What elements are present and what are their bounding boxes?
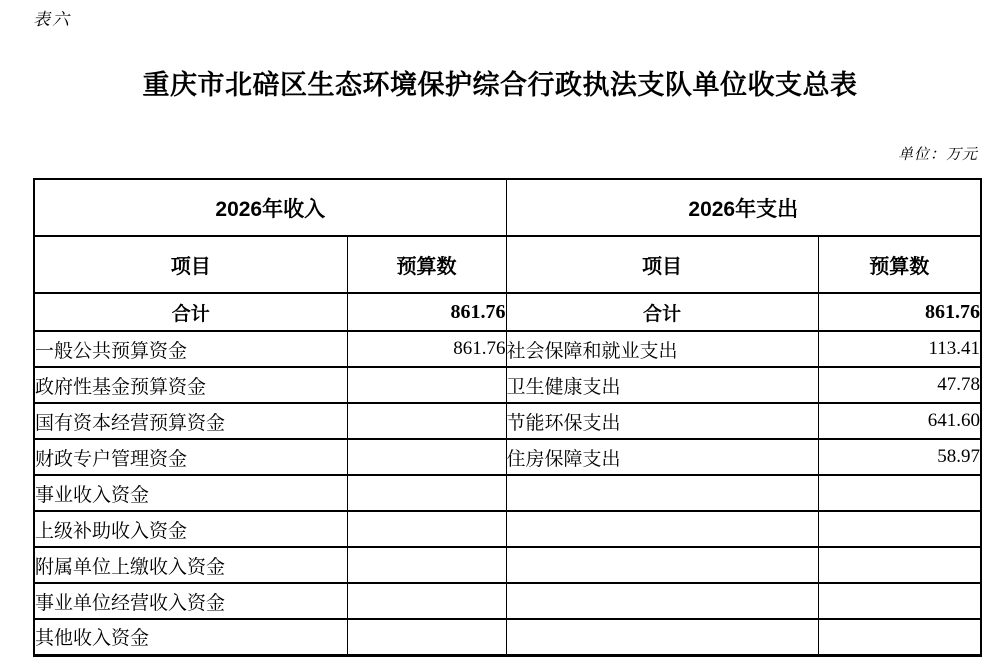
- revenue-expenditure-table: [33, 178, 982, 657]
- income-value-cell: [347, 583, 506, 619]
- expense-budget-column-header: 预算数: [818, 236, 981, 293]
- expense-value-cell: [818, 583, 981, 619]
- income-item-cell: 事业收入资金: [34, 475, 347, 511]
- expense-item-cell: 社会保障和就业支出: [506, 331, 818, 367]
- expense-item-cell: 卫生健康支出: [506, 367, 818, 403]
- table-row: [34, 331, 981, 367]
- expense-total-value: 861.76: [818, 293, 981, 331]
- table-number-label: 表六: [33, 10, 71, 30]
- total-row: [34, 293, 981, 331]
- expense-item-cell: [506, 583, 818, 619]
- expense-value-cell: [818, 619, 981, 655]
- unit-label: 单位：万元: [897, 145, 978, 163]
- table-row: [34, 583, 981, 619]
- table-row: [34, 511, 981, 547]
- income-item-cell: 政府性基金预算资金: [34, 367, 347, 403]
- column-header-row: [34, 236, 981, 293]
- income-value-cell: [347, 367, 506, 403]
- table-row: [34, 439, 981, 475]
- expense-value-cell: 641.60: [818, 403, 981, 439]
- page-title: 重庆市北碚区生态环境保护综合行政执法支队单位收支总表: [142, 70, 858, 100]
- expense-group-header: 2026年支出: [506, 179, 981, 236]
- income-value-cell: [347, 619, 506, 655]
- expense-value-cell: [818, 511, 981, 547]
- expense-item-cell: [506, 547, 818, 583]
- income-item-cell: 其他收入资金: [34, 619, 347, 655]
- income-value-cell: [347, 511, 506, 547]
- expense-item-cell: [506, 475, 818, 511]
- expense-value-cell: 113.41: [818, 331, 981, 367]
- income-item-cell: 一般公共预算资金: [34, 331, 347, 367]
- income-item-cell: 国有资本经营预算资金: [34, 403, 347, 439]
- table-row: [34, 367, 981, 403]
- income-total-value: 861.76: [347, 293, 506, 331]
- expense-item-cell: 住房保障支出: [506, 439, 818, 475]
- income-budget-column-header: 预算数: [347, 236, 506, 293]
- expense-total-label: 合计: [506, 293, 818, 331]
- expense-item-cell: [506, 511, 818, 547]
- expense-value-cell: [818, 475, 981, 511]
- income-group-header: 2026年收入: [34, 179, 506, 236]
- expense-item-column-header: 项目: [506, 236, 818, 293]
- expense-value-cell: 58.97: [818, 439, 981, 475]
- group-header-row: [34, 179, 981, 236]
- income-item-column-header: 项目: [34, 236, 347, 293]
- income-value-cell: [347, 403, 506, 439]
- income-value-cell: [347, 475, 506, 511]
- income-total-label: 合计: [34, 293, 347, 331]
- expense-item-cell: [506, 619, 818, 655]
- income-item-cell: 事业单位经营收入资金: [34, 583, 347, 619]
- expense-value-cell: 47.78: [818, 367, 981, 403]
- income-value-cell: [347, 439, 506, 475]
- expense-item-cell: 节能环保支出: [506, 403, 818, 439]
- table-row: [34, 619, 981, 655]
- income-item-cell: 财政专户管理资金: [34, 439, 347, 475]
- table-row: [34, 475, 981, 511]
- income-item-cell: 附属单位上缴收入资金: [34, 547, 347, 583]
- income-value-cell: 861.76: [347, 331, 506, 367]
- income-value-cell: [347, 547, 506, 583]
- table-row: [34, 547, 981, 583]
- income-item-cell: 上级补助收入资金: [34, 511, 347, 547]
- table-row: [34, 403, 981, 439]
- expense-value-cell: [818, 547, 981, 583]
